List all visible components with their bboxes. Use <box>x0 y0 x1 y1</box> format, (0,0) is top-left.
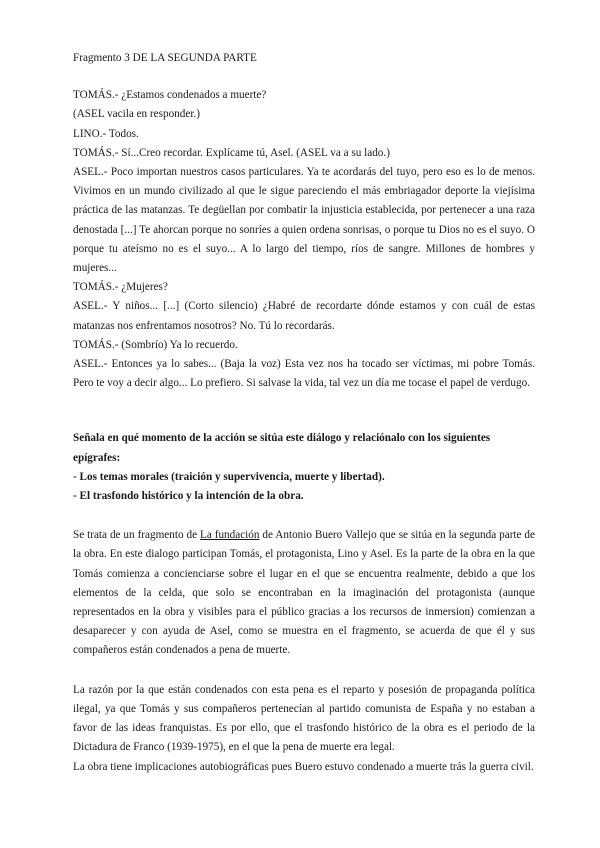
answer-paragraph: La razón por la que están condenados con esta pena es el reparto y posesión de propaganda política ilegal, ya que Tomás y sus compañeros pertenecían al partido comunista de España y no estaban a favor de las ideas franquistas. Es por ello, que el trasfondo histórico de la obra es el periodo de la Dictadura de Franco (1939-1975), en el que la pena de muerte era legal. <box>73 683 535 754</box>
question-epigraph: - Los temas morales (traición y supervivencia, muerte y libertad). <box>73 470 385 483</box>
dialogue-line: TOMÁS.- (Sombrío) Ya lo recuerdo. <box>73 338 238 351</box>
document-body <box>73 49 535 777</box>
dialogue-line: TOMÁS.- Sí...Creo recordar. Explícame tú, Asel. (ASEL va a su lado.) <box>73 146 390 159</box>
dialogue-line: ASEL.- Entonces ya lo sabes... (Baja la voz) Esta vez nos ha tocado ser víctimas, mi pobre Tomás. Pero te voy a decir algo... Lo prefiero. Si salvase la vida, tal vez un día me tocase el papel de verdugo. <box>73 358 535 390</box>
dialogue-block <box>73 86 535 393</box>
answer-text: de Antonio Buero Vallejo que se sitúa en la segunda parte de la obra. En este dialogo participan Tomás, el protagonista, Lino y Asel. Es la parte de la obra en la que Tomás comienza a concienciarse sobre el lugar en el que se encuentra realmente, debido a que los elementos de la celda, que solo se encontraban en la imaginación del protagonista (aunque representados en la obra y visibles para el público gracias a los recursos de inmersion) comienzan a desaparecer y con ayuda de Asel, como se muestra en el fragmento, se acuerda de que él y sus compañeros están condenados a pena de muerte. <box>73 529 535 657</box>
question-epigraph: - El trasfondo histórico y la intención de la obra. <box>73 490 304 503</box>
answer-text: Se trata de un fragmento de <box>73 529 200 542</box>
dialogue-line: ASEL.- Y niños... [...] (Corto silencio) ¿Habré de recordarte dónde estamos y con cuál de estas matanzas nos enfrentamos nosotros? No. Tú lo recordarás. <box>73 300 535 332</box>
answer-paragraph: La obra tiene implicaciones autobiográficas pues Buero estuvo condenado a muerte trás la guerra civil. <box>73 760 534 773</box>
work-title: La fundación <box>199 529 260 542</box>
dialogue-line: TOMÁS.- ¿Mujeres? <box>73 281 168 294</box>
question-block <box>73 429 535 506</box>
dialogue-line: ASEL.- Poco importan nuestros casos particulares. Ya te acordarás del tuyo, pero eso es lo de menos. Vivimos en un mundo civilizado al que le sigue pareciendo el más embriagador deporte la viejísima práctica de las matanzas. Te degüellan por combatir la injusticia establecida, por pertenecer a una raza denostada [...] Te ahorcan porque no sonríes a quien ordena sonrisas, o porque tu Dios no es el suyo. O porque tu ateísmo no es el suyo... A lo largo del tiempo, ríos de sangre. Millones de hombres y mujeres... <box>73 166 535 275</box>
dialogue-line: TOMÁS.- ¿Estamos condenados a muerte? <box>73 89 267 102</box>
fragment-title: Fragmento 3 DE LA SEGUNDA PARTE <box>73 52 257 64</box>
answer-paragraph <box>73 526 535 660</box>
question-prompt: Señala en qué momento de la acción se sitúa este diálogo y relaciónalo con los siguientes epígrafes: <box>73 432 491 464</box>
dialogue-line: (ASEL vacila en responder.) <box>73 108 200 121</box>
dialogue-line: LINO.- Todos. <box>73 127 139 140</box>
